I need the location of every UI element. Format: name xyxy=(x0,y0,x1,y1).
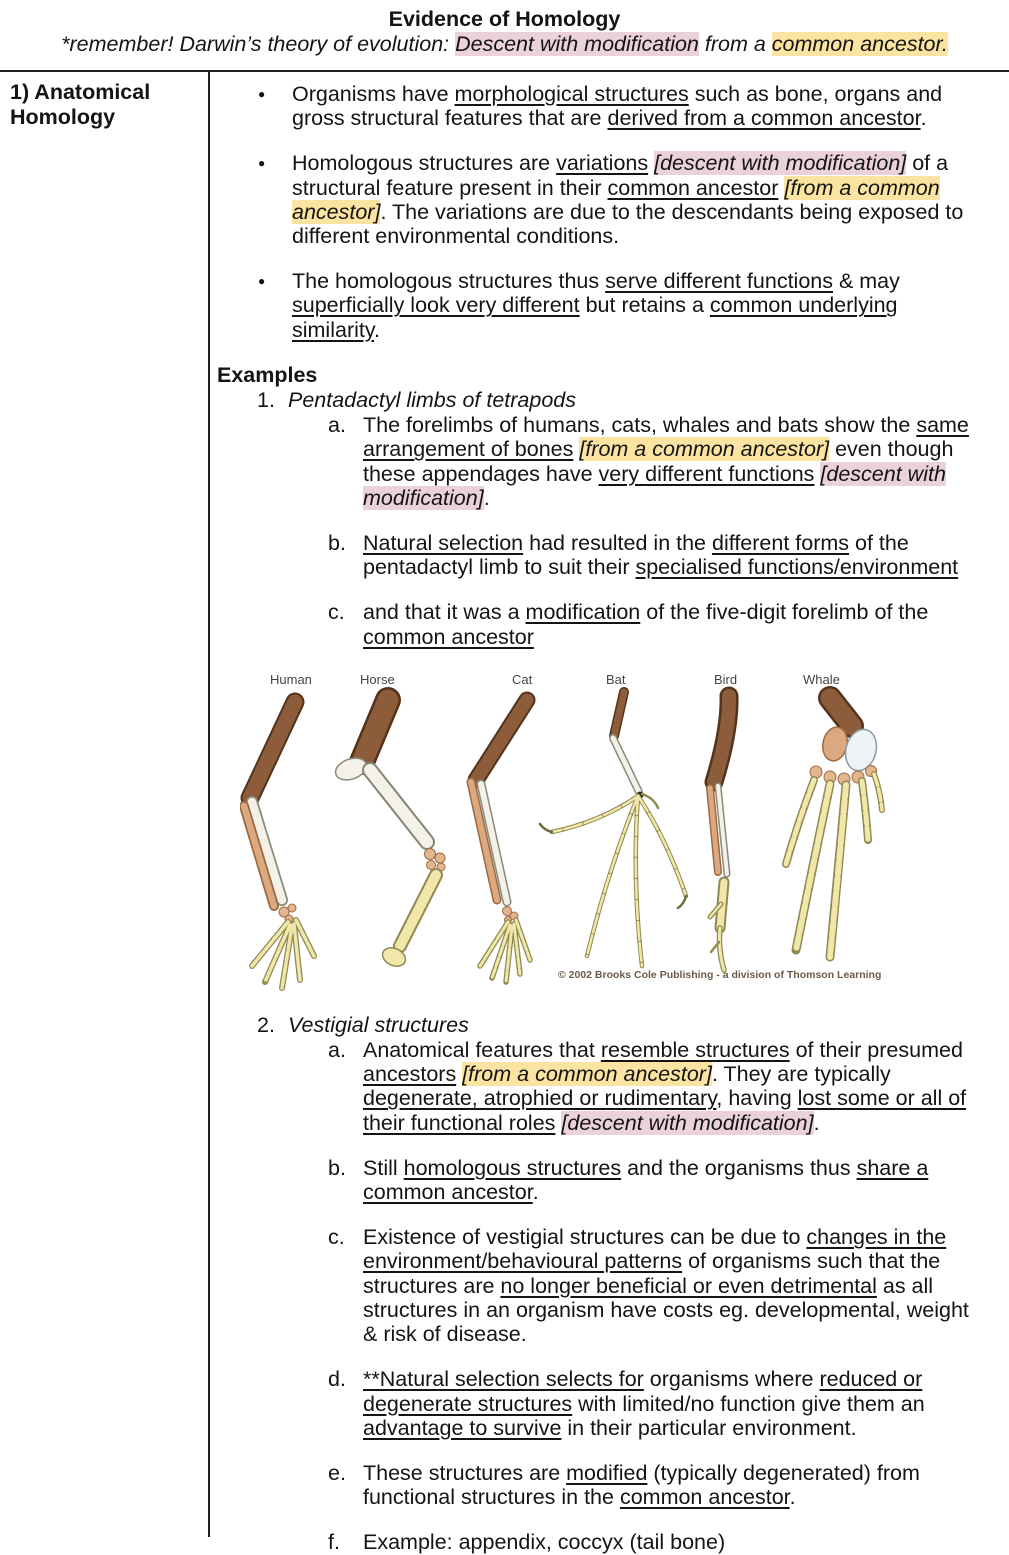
bullet-icon: ● xyxy=(258,156,266,171)
bird-forelimb xyxy=(710,696,729,970)
bullet-item xyxy=(215,269,977,342)
sub-item xyxy=(215,600,977,648)
sub-item-text: **Natural selection selects for organisms where reduced or degenerate structures with limited/no function give them an advantage to survive in their particular environment. xyxy=(363,1367,925,1440)
sub-item-marker: a. xyxy=(328,413,346,438)
forelimb-figure xyxy=(240,670,930,1000)
sub-item xyxy=(215,531,977,579)
bullet-item xyxy=(215,82,977,130)
sub-item xyxy=(215,1038,977,1135)
page-title: Evidence of Homology xyxy=(388,7,621,31)
sub-item-text: Example: appendix, coccyx (tail bone) xyxy=(363,1530,726,1555)
list-number: 1. xyxy=(257,388,275,413)
sub-item-marker: b. xyxy=(328,531,346,556)
sub-item xyxy=(215,1367,977,1440)
forelimb-illustration xyxy=(240,670,930,1000)
bullet-text: Organisms have morphological structures such as bone, organs and gross structural features that are derived from a common ancestor. xyxy=(292,82,943,131)
sub-item-text: These structures are modified (typically degenerated) from functional structures in the common ancestor. xyxy=(363,1460,920,1510)
cat-forelimb xyxy=(471,700,530,982)
bat-forelimb xyxy=(540,692,686,966)
sub-item-text: and that it was a modification of the five-digit forelimb of the common ancestor xyxy=(363,600,929,649)
figure-credit: © 2002 Brooks Cole Publishing - a division of Thomson Learning xyxy=(558,968,882,981)
bullet-text: The homologous structures thus serve different functions & may superficially look very different but retains a common underlying similarity. xyxy=(292,269,900,342)
sub-item xyxy=(215,1461,977,1509)
list-item-title: Vestigial structures xyxy=(288,1012,469,1037)
page-subtitle: *remember! Darwin’s theory of evolution: Descent with modification from a common ancestor. xyxy=(61,32,948,56)
bullet-text: Homologous structures are variations [descent with modification] of a structural feature present in their common ancestor [from a common ancestor]. The variations are due to the descendants being exposed to different environmental conditions. xyxy=(292,151,964,249)
figure-label-bird: Bird xyxy=(714,671,738,687)
human-forelimb xyxy=(244,702,314,988)
numbered-item-2 xyxy=(215,1013,977,1037)
horse-forelimb xyxy=(333,700,445,970)
sub-item-text: Still homologous structures and the organisms thus share a common ancestor. xyxy=(363,1155,929,1205)
list-item-title: Pentadactyl limbs of tetrapods xyxy=(288,388,577,413)
sub-item-marker: c. xyxy=(328,1225,345,1250)
sub-item-text: Natural selection had resulted in the different forms of the pentadactyl limb to suit their specialised functions/environment xyxy=(363,531,959,580)
figure-label-cat: Cat xyxy=(512,671,533,687)
figure-label-whale: Whale xyxy=(803,671,840,687)
bullet-item xyxy=(215,151,977,248)
sub-item xyxy=(215,1530,977,1554)
document-header xyxy=(0,0,1009,57)
examples-heading: Examples xyxy=(217,362,318,387)
sub-item-marker: c. xyxy=(328,600,345,625)
sub-item-marker: d. xyxy=(328,1367,346,1392)
figure-label-human: Human xyxy=(270,671,312,687)
topic-column xyxy=(0,72,210,1537)
content-column xyxy=(210,72,1009,1555)
sub-item xyxy=(215,1225,977,1346)
sub-item xyxy=(215,1156,977,1204)
figure-label-horse: Horse xyxy=(360,671,395,687)
list-number: 2. xyxy=(257,1012,275,1037)
sub-item-marker: e. xyxy=(328,1460,346,1485)
bullet-icon: ● xyxy=(258,87,266,101)
sub-item-text: Anatomical features that resemble structures of their presumed ancestors [from a common ancestor]. They are typically degenerate, atrophied or rudimentary, having lost some or all of their functional roles [descent with modification]. xyxy=(363,1038,967,1135)
sub-item xyxy=(215,413,977,510)
figure-label-bat: Bat xyxy=(606,671,626,687)
sub-item-text: The forelimbs of humans, cats, whales and bats show the same arrangement of bones [from a common ancestor] even though these appendages have very different functions [descent with modification]. xyxy=(363,413,969,510)
whale-forelimb xyxy=(786,698,882,957)
sub-item-marker: b. xyxy=(328,1155,346,1180)
sub-item-text: Existence of vestigial structures can be due to changes in the environment/behavioural patterns of organisms such that the structures are no longer beneficial or even detrimental as all structures in an organism have costs eg. developmental, weight & risk of disease. xyxy=(363,1225,969,1347)
sub-item-marker: f. xyxy=(328,1530,340,1555)
bullet-icon: ● xyxy=(258,274,266,289)
notes-table xyxy=(0,70,1009,1555)
sub-item-marker: a. xyxy=(328,1038,346,1063)
topic-heading: 1) Anatomical Homology xyxy=(10,80,151,129)
numbered-item-1 xyxy=(215,388,977,412)
